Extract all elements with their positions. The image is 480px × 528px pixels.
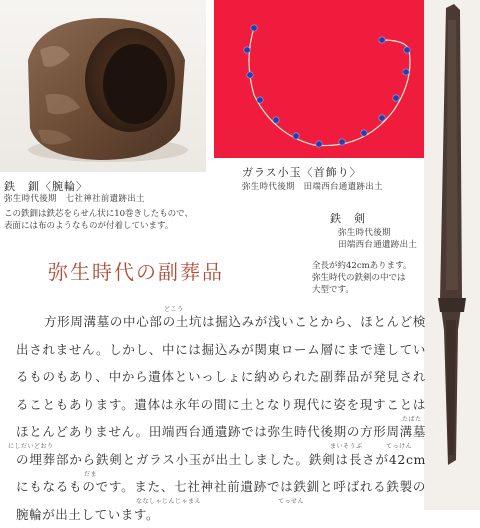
- ruby-annotation: にしだいどおり: [8, 443, 54, 450]
- ruby-annotation: てっけん: [386, 443, 413, 450]
- ruby-annotation: だま: [84, 471, 98, 478]
- bracelet-note-line: 表面には布のようなものが付着しています。: [4, 221, 174, 231]
- ruby-annotation: たばた: [402, 416, 422, 423]
- section-title: 弥生時代の副葬品: [48, 260, 224, 284]
- bracelet-caption-title: 鉄 釧〈腕輪〉: [4, 180, 88, 193]
- ruby-annotation: ななしゃじんじゃまえ: [136, 498, 202, 505]
- glass-bead-necklace-photo: [214, 0, 424, 158]
- necklace-caption-sub: 弥生時代後期 田端西台通遺跡出土: [242, 182, 383, 192]
- iron-sword-photo: [424, 0, 480, 510]
- necklace-caption-title: ガラス小玉〈首飾り〉: [242, 166, 362, 179]
- sword-note: [312, 260, 411, 296]
- bracelet-note: [4, 208, 193, 232]
- sword-caption-sub1: 弥生時代後期: [338, 228, 391, 238]
- body-text: [16, 308, 426, 528]
- ruby-annotation: どこう: [164, 306, 184, 313]
- ruby-annotation: まいそうぶ: [330, 443, 363, 450]
- ruby-annotation: てっせん: [278, 498, 305, 505]
- sword-note-line: 弥生時代の鉄剣の中では: [312, 273, 406, 283]
- bracelet-note-line: この鉄釧は鉄芯をらせん状に10巻きしたもので、: [4, 209, 193, 219]
- sword-caption-sub2: 田端西台通遺跡出土: [338, 240, 418, 250]
- sword-note-line: 全長が約42cmあります。: [312, 261, 412, 271]
- body-paragraph: 方形周溝墓の中心部の土坑は掘込みが浅いことから、ほとんど検出されません。しかし、中には掘込みが関東ローム層にまで達しているものもあり、中から遺体といっしょに納められた副葬品が発見されることもあります。遺体は永年の間に土となり現代に姿を現すことはほとんどありません。田端西台通遺跡では弥生時代後期の方形周溝墓の埋葬部から鉄剣とガラス小玉が出土しました。鉄剣は長さが42cmにもなるものです。また、七社神社前遺跡では鉄釧と呼ばれる鉄製の腕輪が出土しています。: [16, 314, 426, 522]
- bracelet-caption-sub: 弥生時代後期 七社神社前遺跡出土: [4, 194, 145, 204]
- iron-bracelet-photo: [0, 0, 206, 172]
- sword-caption-title: 鉄 剣: [330, 212, 366, 225]
- sword-note-line: 大型です。: [312, 285, 354, 295]
